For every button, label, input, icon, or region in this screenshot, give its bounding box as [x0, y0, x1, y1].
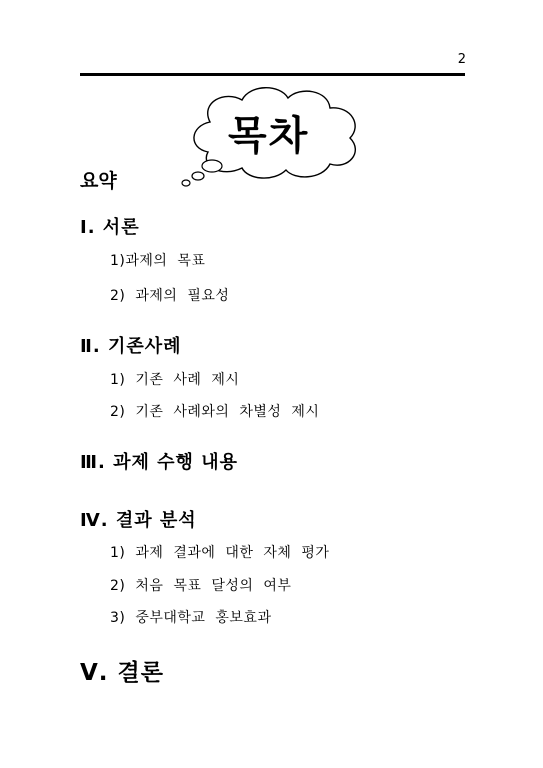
toc-section-4-item-2: 2) 처음 목표 달성의 여부 [110, 578, 292, 594]
toc-section-2-item-2: 2) 기존 사례와의 차별성 제시 [110, 404, 320, 420]
header-rule [80, 73, 465, 76]
toc-section-1-item-2: 2) 과제의 필요성 [110, 288, 230, 304]
toc-section-2: Ⅱ. 기존사례 [80, 336, 182, 357]
toc-section-2-item-1: 1) 기존 사례 제시 [110, 372, 240, 388]
page-title: 목차 [228, 113, 310, 159]
toc-section-3: Ⅲ. 과제 수행 내용 [80, 452, 238, 473]
toc-section-4: Ⅳ. 결과 분석 [80, 510, 197, 531]
toc-section-4-item-3: 3) 중부대학교 홍보효과 [110, 610, 272, 626]
toc-section-5: Ⅴ. 결론 [80, 660, 164, 686]
toc-section-1: Ⅰ. 서론 [80, 217, 140, 238]
toc-summary: 요약 [80, 170, 117, 192]
toc-section-1-item-1: 1)과제의 목표 [110, 253, 206, 269]
page-number: 2 [457, 52, 466, 67]
toc-section-4-item-1: 1) 과제 결과에 대한 자체 평가 [110, 545, 330, 561]
